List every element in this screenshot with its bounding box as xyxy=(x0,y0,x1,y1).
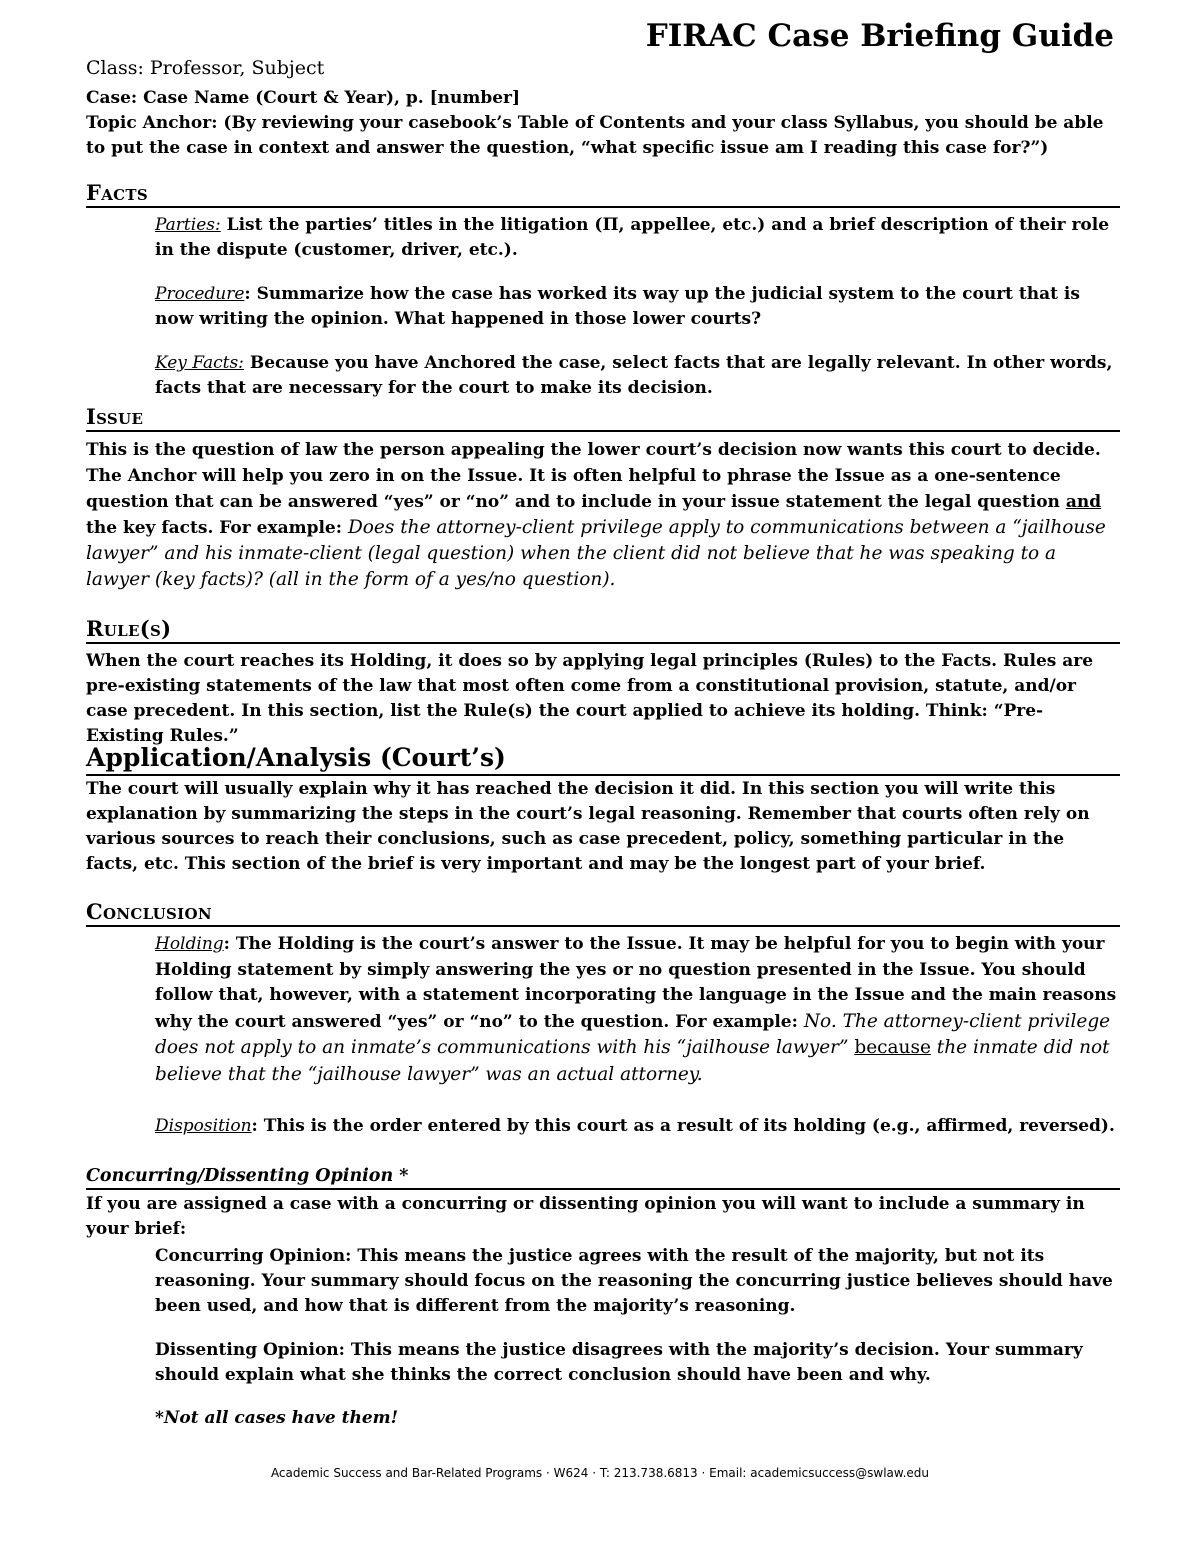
class-line: Class: Professor, Subject xyxy=(86,57,325,79)
key-facts-label: Key Facts: xyxy=(155,353,244,373)
issue-heading: Issue xyxy=(86,405,1120,432)
holding-text: : The Holding is the court’s answer to the Issue. It may be helpful for you to begin with your Holding statement by simply answering the yes or no question presented in the Issue. You should follow that, however, with a statement incorporating the language in the Issue and the main reasons why the court answered “yes” or “no” to the question. For example: xyxy=(155,934,1117,1032)
application-body: The court will usually explain why it has reached the decision it did. In this section you will write this explanation by summarizing the steps in the court’s legal reasoning. Remember that courts often rely on various sources to reach their conclusions, such as case precedent, policy, something particular in the facts, etc. This section of the brief is very important and may be the longest part of your brief. xyxy=(86,779,1090,874)
parties-label: Parties: xyxy=(155,215,221,235)
application-heading: Application/Analysis (Court’s) xyxy=(86,743,1120,776)
key-facts-text: Because you have Anchored the case, select facts that are legally relevant. In other words, facts that are necessary for the court to make its decision. xyxy=(155,353,1113,398)
opinions-note: *Not all cases have them! xyxy=(155,1408,399,1428)
facts-parties xyxy=(155,213,1120,263)
conclusion-heading: Conclusion xyxy=(86,900,1120,927)
concurring-opinion: Concurring Opinion: This means the justice agrees with the result of the majority, but not its reasoning. Your summary should focus on the reasoning the concurring justice believes should have been used, and how that is different from the majority’s reasoning. xyxy=(155,1246,1113,1316)
opinions-intro: If you are assigned a case with a concurring or dissenting opinion you will want to include a summary in your brief: xyxy=(86,1194,1085,1239)
case-line: Case: Case Name (Court & Year), p. [number] xyxy=(86,88,521,108)
page-footer: Academic Success and Bar-Related Programs · W624 · T: 213.738.6813 · Email: academicsuccess@swlaw.edu xyxy=(270,1466,930,1480)
procedure-label: Procedure xyxy=(155,284,245,304)
rules-body: When the court reaches its Holding, it does so by applying legal principles (Rules) to the Facts. Rules are pre-existing statements of the law that most often come from a constitutional provision, statute, and/or case precedent. In this section, list the Rule(s) the court applied to achieve its holding. Think: “Pre-Existing Rules.” xyxy=(86,651,1094,746)
facts-key-facts xyxy=(155,351,1120,401)
facts-procedure xyxy=(155,282,1120,332)
opinions-heading: Concurring/Dissenting Opinion * xyxy=(86,1165,1120,1190)
rules-heading: Rule(s) xyxy=(86,617,1120,644)
holding-example-2: the inmate did not believe that the “jailhouse lawyer” was an actual attorney. xyxy=(155,1037,1110,1085)
issue-text-1: This is the question of law the person appealing the lower court’s decision now wants this court to decide. The Anchor will help you zero in on the Issue. It is often helpful to phrase the Issue as a one-sentence question that can be answered “yes” or “no” and to include in your issue statement the legal question xyxy=(86,440,1101,512)
conclusion-disposition xyxy=(155,1114,1120,1139)
holding-label: Holding xyxy=(155,934,224,954)
procedure-text: : Summarize how the case has worked its way up the judicial system to the court that is now writing the opinion. What happened in those lower courts? xyxy=(155,284,1080,329)
conclusion-holding xyxy=(155,932,1120,1088)
issue-and-underlined: and xyxy=(1065,492,1102,512)
document-title: FIRAC Case Briefing Guide xyxy=(645,18,1114,54)
parties-text: List the parties’ titles in the litigation (Π, appellee, etc.) and a brief description of their role in the dispute (customer, driver, etc.). xyxy=(155,215,1110,260)
holding-because-underlined: because xyxy=(854,1037,931,1058)
holding-example-1: No. The attorney-client privilege does not apply to an inmate’s communications with his “jailhouse lawyer” xyxy=(155,1010,1111,1058)
issue-text-2: the key facts. For example: xyxy=(86,518,348,538)
dissenting-opinion: Dissenting Opinion: This means the justice disagrees with the majority’s decision. Your summary should explain what she thinks the correct conclusion should have been and why. xyxy=(155,1340,1083,1385)
issue-example: Does the attorney-client privilege apply to communications between a “jailhouse lawyer” and his inmate-client (legal question) when the client did not believe that he was speaking to a lawyer (key facts)? (all in the form of a yes/no question). xyxy=(86,517,1106,590)
disposition-label: Disposition xyxy=(155,1116,252,1136)
facts-heading: Facts xyxy=(86,181,1120,208)
disposition-text: : This is the order entered by this court as a result of its holding (e.g., affirmed, reversed). xyxy=(251,1116,1115,1136)
topic-anchor: Topic Anchor: (By reviewing your casebook’s Table of Contents and your class Syllabus, you should be able to put the case in context and answer the question, “what specific issue am I reading this case for?”) xyxy=(86,113,1104,158)
issue-body xyxy=(86,437,1120,593)
